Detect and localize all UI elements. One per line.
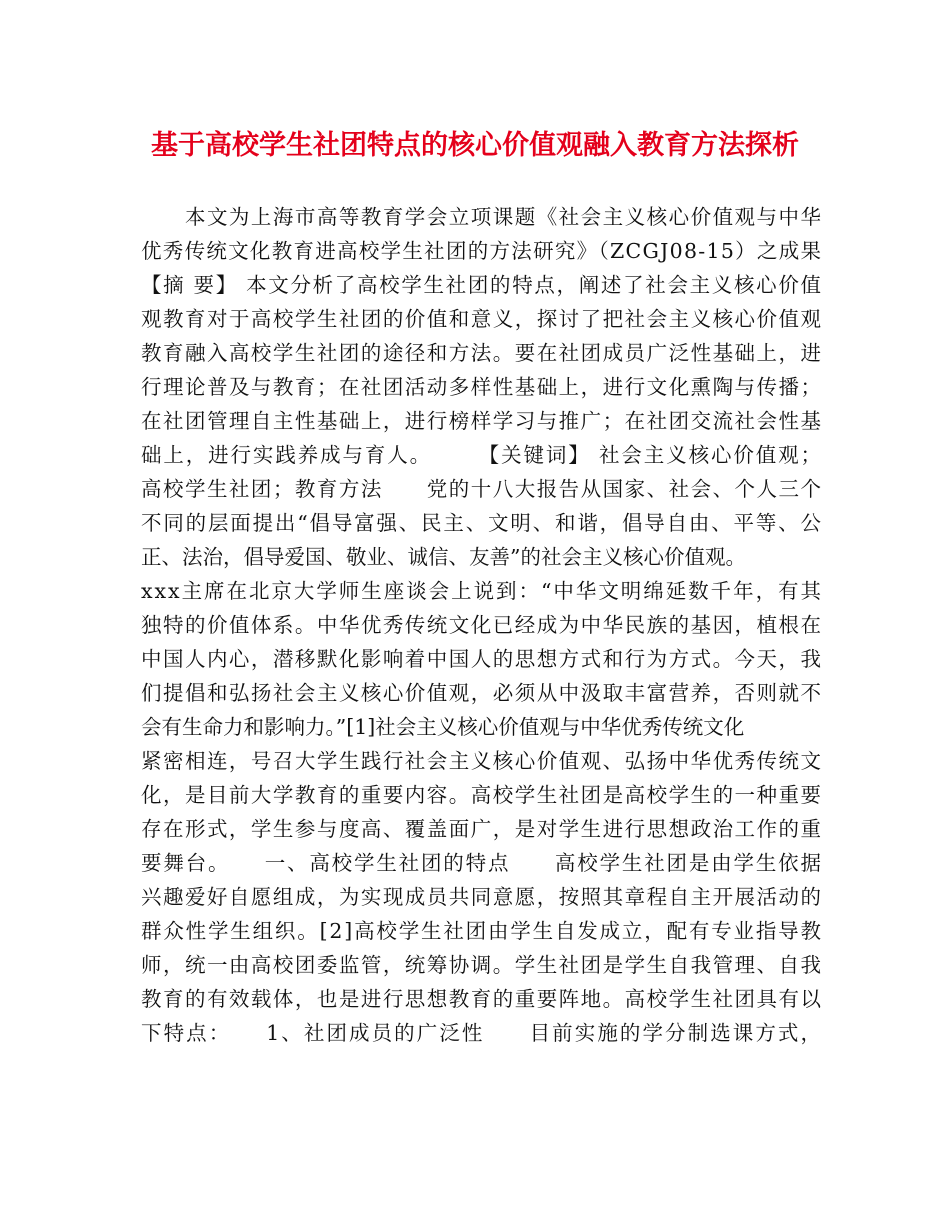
body-text-line: 下特点： 1、社团成员的广泛性 目前实施的学分制选课方式， (141, 1021, 824, 1045)
body-text-line: 教育的有效载体，也是进行思想教育的重要阵地。高校学生社团具有以 (141, 987, 823, 1011)
body-text-line: 紧密相连，号召大学生践行社会主义核心价值观、弘扬中华优秀传统文 (141, 749, 823, 773)
body-text-line: 高校学生社团；教育方法 党的十八大报告从国家、社会、个人三个 (141, 477, 823, 501)
body-text-line: xxx主席在北京大学师生座谈会上说到：“中华文明绵延数千年，有其 (141, 579, 823, 603)
body-text-line: 师，统一由高校团委监管，统筹协调。学生社团是学生自我管理、自我 (141, 953, 823, 977)
body-text-line: 存在形式，学生参与度高、覆盖面广，是对学生进行思想政治工作的重 (141, 817, 823, 841)
body-text-line: 中国人内心，潜移默化影响着中国人的思想方式和行为方式。今天，我 (141, 647, 823, 671)
body-text-line: 优秀传统文化教育进高校学生社团的方法研究》（ZCGJ08-15）之成果 (141, 239, 823, 263)
body-text-line: 要舞台。 一、高校学生社团的特点 高校学生社团是由学生依据 (141, 851, 823, 875)
body-text-line: 在社团管理自主性基础上，进行榜样学习与推广；在社团交流社会性基 (141, 409, 823, 433)
document-body (141, 200, 824, 1050)
body-text-line: 群众性学生组织。[2]高校学生社团由学生自发成立，配有专业指导教 (141, 919, 823, 943)
body-text-line: 行理论普及与教育；在社团活动多样性基础上，进行文化熏陶与传播； (141, 375, 823, 399)
body-text-line: 独特的价值体系。中华优秀传统文化已经成为中华民族的基因，植根在 (141, 613, 823, 637)
body-text-line: 教育融入高校学生社团的途径和方法。要在社团成员广泛性基础上，进 (141, 341, 823, 365)
body-text-line: 本文为上海市高等教育学会立项课题《社会主义核心价值观与中华 (141, 205, 823, 229)
body-text-line: 【摘 要】 本文分析了高校学生社团的特点，阐述了社会主义核心价值 (141, 273, 823, 297)
document-title: 基于高校学生社团特点的核心价值观融入教育方法探析 (151, 130, 799, 161)
body-text-line: 会有生命力和影响力。”[1]社会主义核心价值观与中华优秀传统文化 (141, 715, 745, 739)
body-text-line: 观教育对于高校学生社团的价值和意义，探讨了把社会主义核心价值观 (141, 307, 823, 331)
body-text-line: 们提倡和弘扬社会主义核心价值观，必须从中汲取丰富营养，否则就不 (141, 681, 823, 705)
body-text-line: 兴趣爱好自愿组成，为实现成员共同意愿，按照其章程自主开展活动的 (141, 885, 823, 909)
body-text-line: 化，是目前大学教育的重要内容。高校学生社团是高校学生的一种重要 (141, 783, 823, 807)
body-text-line: 不同的层面提出“倡导富强、民主、文明、和谐，倡导自由、平等、公 (141, 511, 823, 535)
body-text-line: 正、法治，倡导爱国、敬业、诚信、友善”的社会主义核心价值观。 (141, 545, 746, 569)
body-text-line: 础上，进行实践养成与育人。 【关键词】 社会主义核心价值观； (141, 443, 823, 467)
